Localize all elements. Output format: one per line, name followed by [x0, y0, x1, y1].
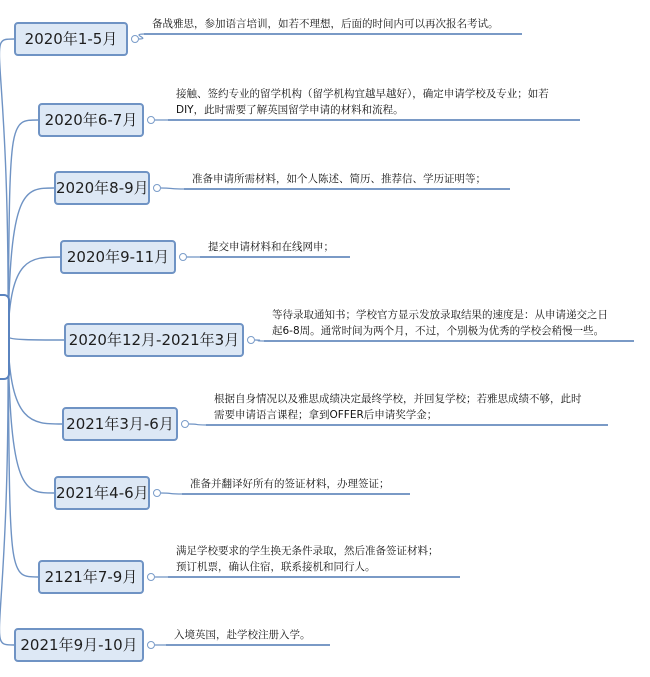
- collapse-toggle-icon[interactable]: [247, 336, 255, 344]
- note-connector: [161, 493, 182, 494]
- date-box[interactable]: 2020年1-5月: [14, 22, 128, 56]
- collapse-toggle-icon[interactable]: [131, 35, 139, 43]
- collapse-toggle-icon[interactable]: [153, 489, 161, 497]
- note-text: 准备申请所需材料，如个人陈述、简历、推荐信、学历证明等；: [192, 173, 486, 185]
- date-box[interactable]: 2020年8-9月: [54, 171, 150, 205]
- branch-line: [8, 120, 38, 337]
- collapse-toggle-icon[interactable]: [147, 573, 155, 581]
- branch-line: [8, 337, 38, 577]
- note-text: 等待录取通知书；学校官方显示发放录取结果的速度是：从申请递交之日 起6-8周。通常时间为两个月，不过，个别极为优秀的学校会稍慢一些。: [272, 309, 608, 337]
- note-text: 接触、签约专业的留学机构（留学机构宜越早越好），确定申请学校及专业；如若 DIY，此时需要了解英国留学申请的材料和流程。: [176, 88, 549, 116]
- note-connector: [161, 188, 184, 189]
- branch-line: [8, 337, 54, 493]
- date-box[interactable]: 2021年4-6月: [54, 476, 150, 510]
- date-box[interactable]: 2020年9-11月: [60, 240, 176, 274]
- note-text: 备战雅思，参加语言培训，如若不理想，后面的时间内可以再次报名考试。: [152, 18, 499, 30]
- collapse-toggle-icon[interactable]: [147, 641, 155, 649]
- note-text: 满足学校要求的学生换无条件录取，然后准备签证材料； 预订机票，确认住宿，联系接机和同行人。: [176, 545, 439, 573]
- collapse-toggle-icon[interactable]: [153, 184, 161, 192]
- branch-line: [8, 188, 54, 337]
- branch-line: [8, 257, 60, 337]
- note-text: 入境英国，赴学校注册入学。: [174, 629, 311, 641]
- branch-line: [8, 337, 64, 340]
- note-connector: [255, 340, 264, 341]
- note-text: 准备并翻译好所有的签证材料，办理签证；: [190, 478, 390, 490]
- date-box[interactable]: 2020年12月-2021年3月: [64, 323, 244, 357]
- collapse-toggle-icon[interactable]: [179, 253, 187, 261]
- date-box[interactable]: 2021年9月-10月: [14, 628, 144, 662]
- note-text: 提交申请材料和在线网申；: [208, 241, 334, 253]
- date-box[interactable]: 2121年7-9月: [38, 560, 144, 594]
- date-box[interactable]: 2021年3月-6月: [62, 407, 178, 441]
- date-box[interactable]: 2020年6-7月: [38, 103, 144, 137]
- note-connector: [139, 34, 144, 39]
- note-connector: [189, 424, 206, 425]
- note-text: 根据自身情况以及雅思成绩决定最终学校，并回复学校；若雅思成绩不够，此时 需要申请语言课程；拿到OFFER后申请奖学金；: [214, 393, 582, 421]
- root-node-edge: [0, 294, 10, 380]
- collapse-toggle-icon[interactable]: [181, 420, 189, 428]
- collapse-toggle-icon[interactable]: [147, 116, 155, 124]
- branch-line: [8, 337, 62, 424]
